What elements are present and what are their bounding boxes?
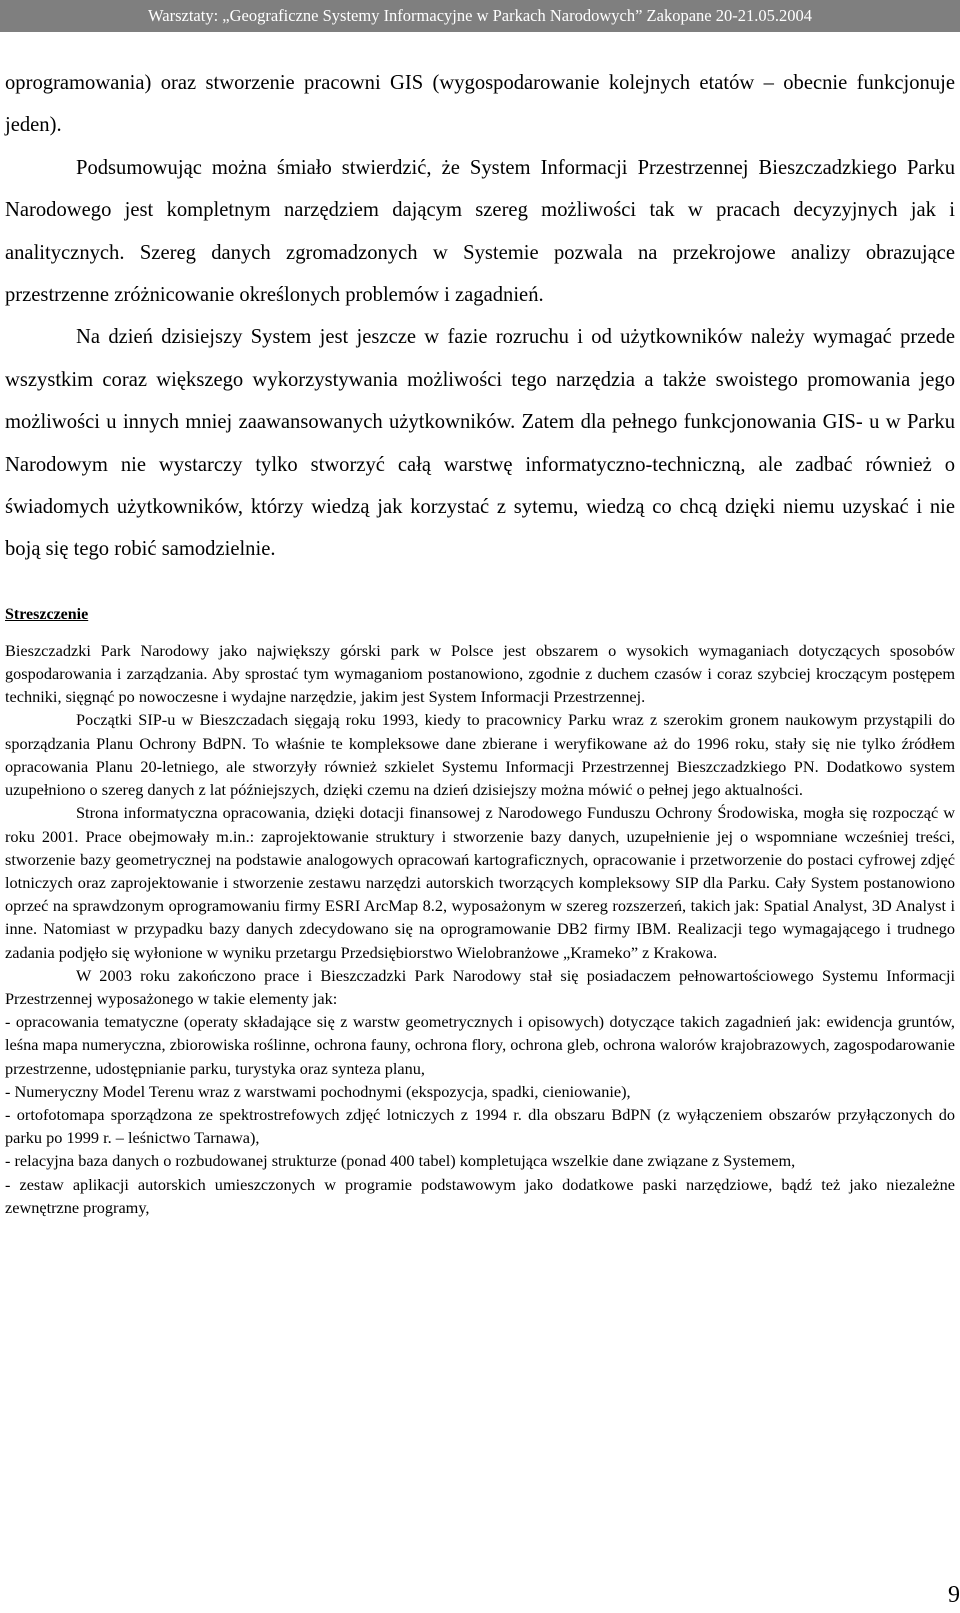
summary-list-item: - Numeryczny Model Terenu wraz z warstwami pochodnymi (ekspozycja, spadki, cieniowanie), [5,1081,631,1101]
body-text [5,62,955,571]
header-text: Warsztaty: „Geograficzne Systemy Informacyjne w Parkach Narodowych” Zakopane 20-21.05.2004 [148,6,812,25]
summary-list-item: - ortofotomapa sporządzona ze spektrostrefowych zdjęć lotniczych z 1994 r. dla obszaru BdPN (z wyłączeniem obszarów przyłączonych do parku po 1999 r. – leśnictwo Tarnawa), [5,1104,955,1148]
summary-list-item: - zestaw aplikacji autorskich umieszczonych w programie podstawowym jako dodatkowe paski narzędziowe, bądź też jako niezależne zewnętrzne programy, [5,1174,955,1217]
page-content [5,62,955,1219]
summary-paragraph: W 2003 roku zakończono prace i Bieszczadzki Park Narodowy stał się posiadaczem pełnowartościowego Systemu Informacji Przestrzennej wyposażonego w takie elementy jak: [5,965,955,1008]
page-header [0,0,960,32]
summary-paragraph: Strona informatyczna opracowania, dzięki dotacji finansowej z Narodowego Funduszu Ochrony Środowiska, mogła się rozpocząć w roku 2001. Prace obejmowały m.in.: zaprojektowanie struktury i stworzenie bazy danych, uzupełnienie jej o wspomniane wcześniej treści, stworzenie bazy geometrycznej na podstawie analogowych opracowań kartograficznych, opracowanie i przetworzenie do postaci cyfrowej zdjęć lotniczych oraz zaprojektowanie i stworzenie zestawu narzędzi autorskich tworzących kompleksowy SIP dla Parku. Cały System postanowiono oprzeć na sprawdzonym oprogramowaniu firmy ESRI ArcMap 8.2, wyposażonym w szereg rozszerzeń, takich jak: Spatial Analyst, 3D Analyst i inne. Natomiast w przypadku bazy danych zdecydowano się na oprogramowanie DB2 firmy IBM. Realizacji tego wymagającego i trudnego zadania podjęło się wyłonione w wyniku przetargu Przedsiębiorstwo Wielobranżowe „Krameko” z Krakowa. [5,803,955,962]
summary-paragraph: Początki SIP-u w Bieszczadach sięgają roku 1993, kiedy to pracownicy Parku wraz z szerokim gronem naukowym przystąpili do sporządzania Planu Ochrony BdPN. To właśnie te kompleksowe dane zbierane i weryfikowane aż do 1996 roku, stały się nie tylko źródłem opracowania Planu 20-letniego, ale stworzyły również szkielet Systemu Informacji Przestrzennej Bieszczadzkiego PN. Dodatkowo system uzupełniono o szereg danych z lat późniejszych, dzięki czemu na dzień dzisiejszy można mówić o pełnej jego aktualności. [5,710,955,800]
summary-paragraph: Bieszczadzki Park Narodowy jako największy górski park w Polsce jest obszarem o wysokich wymaganiach dotyczących sposobów gospodarowania i zarządzania. Aby sprostać tym wymaganiom postanowiono, zgodnie z duchem czasów i coraz szybciej kroczącym postępem techniki, sięgnąć po nowoczesne i wydajne narzędzie, jakim jest System Informacji Przestrzennej. [5,640,955,707]
page-number: 9 [948,1582,960,1608]
body-paragraph: oprogramowania) oraz stworzenie pracowni GIS (wygospodarowanie kolejnych etatów – obecnie funkcjonuje jeden). [5,72,955,137]
summary-list-item: - relacyjna baza danych o rozbudowanej strukturze (ponad 400 tabel) kompletująca wszelkie dane związane z Systemem, [5,1151,796,1171]
summary-list-item: - opracowania tematyczne (operaty składające się z warstw geometrycznych i opisowych) dotyczące takich zagadnień jak: ewidencja gruntów, leśna mapa numeryczna, zbiorowiska roślinne, ochrona fauny, ochrona flory, ochrona gleb, ochrona walorów krajobrazowych, zagospodarowanie przestrzenne, udostępnianie parku, turystyka oraz synteza planu, [5,1012,955,1078]
summary-text [5,639,955,1219]
body-paragraph: Podsumowując można śmiało stwierdzić, że System Informacji Przestrzennej Bieszczadzkiego Parku Narodowego jest kompletnym narzędziem dającym szereg możliwości tak w pracach decyzyjnych jak i analitycznych. Szereg danych zgromadzonych w Systemie pozwala na przekrojowe analizy obrazujące przestrzenne zróżnicowanie określonych problemów i zagadnień. [5,156,955,307]
body-paragraph: Na dzień dzisiejszy System jest jeszcze w fazie rozruchu i od użytkowników należy wymagać przede wszystkim coraz większego wykorzystywania możliwości tego narzędzia a także swoistego promowania jego możliwości u innych mniej zaawansowanych użytkowników. Zatem dla pełnego funkcjonowania GIS- u w Parku Narodowym nie wystarczy tylko stworzyć całą warstwę informatyczno-techniczną, ale zadbać również o świadomych użytkowników, którzy wiedzą jak korzystać z sytemu, wiedzą co chcą dzięki niemu uzyskać i nie boją się tego robić samodzielnie. [5,326,955,561]
summary-title: Streszczenie [5,605,89,623]
